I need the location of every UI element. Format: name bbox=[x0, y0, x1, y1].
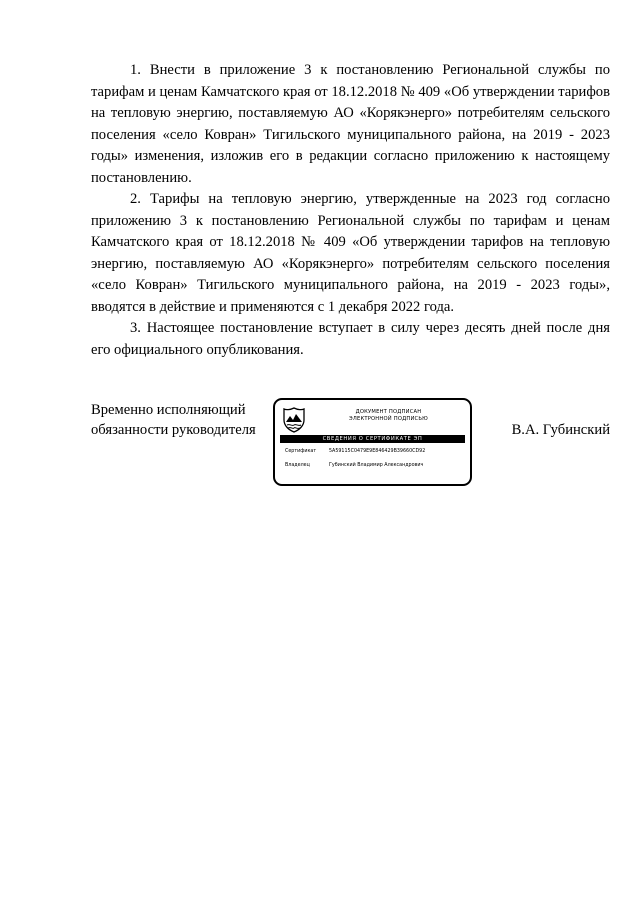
certificate-label: Сертификат bbox=[285, 449, 317, 454]
owner-value: Губинский Владимир Александрович bbox=[329, 463, 424, 468]
signatory-position bbox=[91, 400, 256, 440]
stamp-owner-row bbox=[285, 463, 464, 469]
electronic-signature-stamp bbox=[273, 398, 472, 486]
signatory-position-line1: Временно исполняющий bbox=[91, 402, 246, 418]
paragraph-1: 1. Внести в приложение 3 к постановлению Региональной службы по тарифам и ценам Камчатского края от 18.12.2018 № 409 «Об утверждении тарифов на тепловую энергию, поставляемую АО «Корякэнерго» потребителям сельского поселения «село Ковран» Тигильского муниципального района, на 2019 - 2023 годы» изменения, изложив его в редакции согласно приложению к настоящему постановлению. bbox=[91, 62, 610, 186]
stamp-certificate-bar: СВЕДЕНИЯ О СЕРТИФИКАТЕ ЭП bbox=[280, 435, 465, 443]
document-body bbox=[91, 60, 610, 361]
signatory-name: В.А. Губинский bbox=[511, 422, 610, 438]
signatory-position-line2: обязанности руководителя bbox=[91, 422, 256, 438]
paragraph-3: 3. Настоящее постановление вступает в силу через десять дней после дня его официального опубликования. bbox=[91, 320, 610, 358]
stamp-header bbox=[315, 409, 462, 423]
stamp-header-line1: ДОКУМЕНТ ПОДПИСАН bbox=[355, 409, 422, 415]
stamp-certificate-row bbox=[285, 449, 464, 455]
paragraph-2: 2. Тарифы на тепловую энергию, утвержденные на 2023 год согласно приложению 3 к постановлению Региональной службы по тарифам и ценам Камчатского края от 18.12.2018 № 409 «Об утверждении тарифов на тепловую энергию, поставляемую АО «Корякэнерго» потребителям сельского поселения «село Ковран» Тигильского муниципального района, на 2019 - 2023 годы», вводятся в действие и применяются с 1 декабря 2022 года. bbox=[91, 191, 610, 315]
stamp-header-line2: ЭЛЕКТРОННОЙ ПОДПИСЬЮ bbox=[349, 416, 428, 422]
owner-label: Владелец bbox=[285, 463, 310, 468]
coat-of-arms-icon bbox=[283, 407, 305, 433]
certificate-value: 5A59115C0479E9E846429B39660CD92 bbox=[329, 449, 426, 454]
